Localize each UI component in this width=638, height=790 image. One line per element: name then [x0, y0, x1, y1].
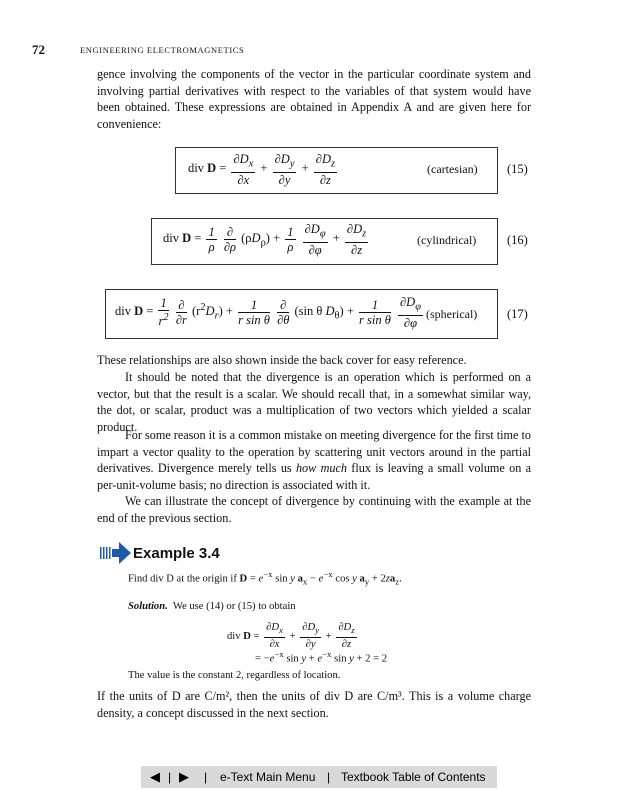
paragraph-scalar-result: It should be noted that the divergence is an operation which is performed on a vector, but that the result is a scalar. We should recall that, in a somewhat similar way, the dot, or scalar, product was a multiplication of two vectors which yielded a scalar product. [97, 370, 531, 434]
nav-separator: | [327, 770, 331, 784]
example-arrow-icon [100, 542, 132, 569]
example-result: The value is the constant 2, regardless of location. [128, 670, 341, 681]
paragraph-illustrate: We can illustrate the concept of divergence by continuing with the example at the end of the previous section. [97, 494, 531, 525]
equation-cylindrical: div D = $\frac{1}{\rho}$ $\frac{\partial}{\partial\rho}$ $(\rho D_\rho)$ + $\frac{1}{\rho}$ $\frac{\partial D_\varphi}{\partial\varphi}$ + $\frac{\partial D_z}{\partial z}$ [163, 222, 367, 257]
example-solution: Solution. We use (14) or (15) to obtain [128, 601, 296, 612]
closing-paragraph: If the units of D are C/m², then the units of div D are C/m³. This is a volume charge density, a concept discussed in the next section. [97, 689, 531, 720]
etext-main-menu-link[interactable]: e-Text Main Menu [220, 770, 316, 784]
equation-spherical: div D = $\frac{1}{r^2}$ $\frac{\partial}{\partial r}$ $(r^2D_r)$ + $\frac{1}{\text{r sin θ}}$ $\frac{\partial}{\partial\theta}$ (sin θ $D_\theta$) + $\frac{1}{\text{r sin θ}}$ $\frac{\partial D_\varphi}{\partial\varphi}$ [115, 295, 421, 330]
example-title: Example 3.4 [133, 545, 220, 562]
previous-page-icon[interactable]: ◀ [150, 769, 160, 784]
equation-number-15: (15) [507, 162, 528, 176]
equation-label-cylindrical: (cylindrical) [417, 233, 477, 247]
intro-paragraph: gence involving the components of the vector in the particular coordinate system and involving partial derivatives with respect to the variables of that system would have been obtained. These expressions are obtained in Appendix A and are given here for convenience: [97, 67, 531, 131]
etext-navigation-bar [141, 766, 497, 788]
running-title: ENGINEERING ELECTROMAGNETICS [80, 45, 245, 55]
example-prompt: Find div D at the origin if $D = e^{-x}$ sin y $a_x - e^{-x}$ cos y $a_y + 2za_z$. [128, 569, 402, 587]
equation-label-spherical: (spherical) [426, 307, 478, 321]
page-number: 72 [32, 42, 45, 57]
solution-equation-line2: = $-e^{-x}$ $\sin y + e^{-x}$ sin y + 2 = 2 [255, 649, 387, 665]
paragraph-back-cover: These relationships are also shown inside the back cover for easy reference. [97, 353, 467, 367]
table-of-contents-link[interactable]: Textbook Table of Contents [341, 770, 486, 784]
nav-separator: | [204, 770, 208, 784]
equation-label-cartesian: (cartesian) [427, 162, 478, 176]
paragraph-common-mistake: For some reason it is a common mistake on meeting divergence for the first time to impart a vector quality to the operation by scattering unit vectors around in the partial derivatives. Divergence merely tells us how much flux is leaving a small volume on a per-unit-volume basis; no direction is associated with it. [97, 428, 531, 492]
equation-number-17: (17) [507, 307, 528, 321]
nav-separator: | [168, 770, 172, 784]
equation-cartesian: div D = $\frac{\partial D_x}{\partial x}$ + $\frac{\partial D_y}{\partial y}$ + $\frac{\partial D_z}{\partial z}$ [188, 152, 336, 187]
equation-number-16: (16) [507, 233, 528, 247]
solution-equation-line1: div D = $\frac{\partial D_x}{\partial x}$ + $\frac{\partial D_y}{\partial y}$ + $\frac{\partial D_z}{\partial z}$ [227, 622, 355, 651]
next-page-icon[interactable]: ▶ [179, 769, 189, 784]
